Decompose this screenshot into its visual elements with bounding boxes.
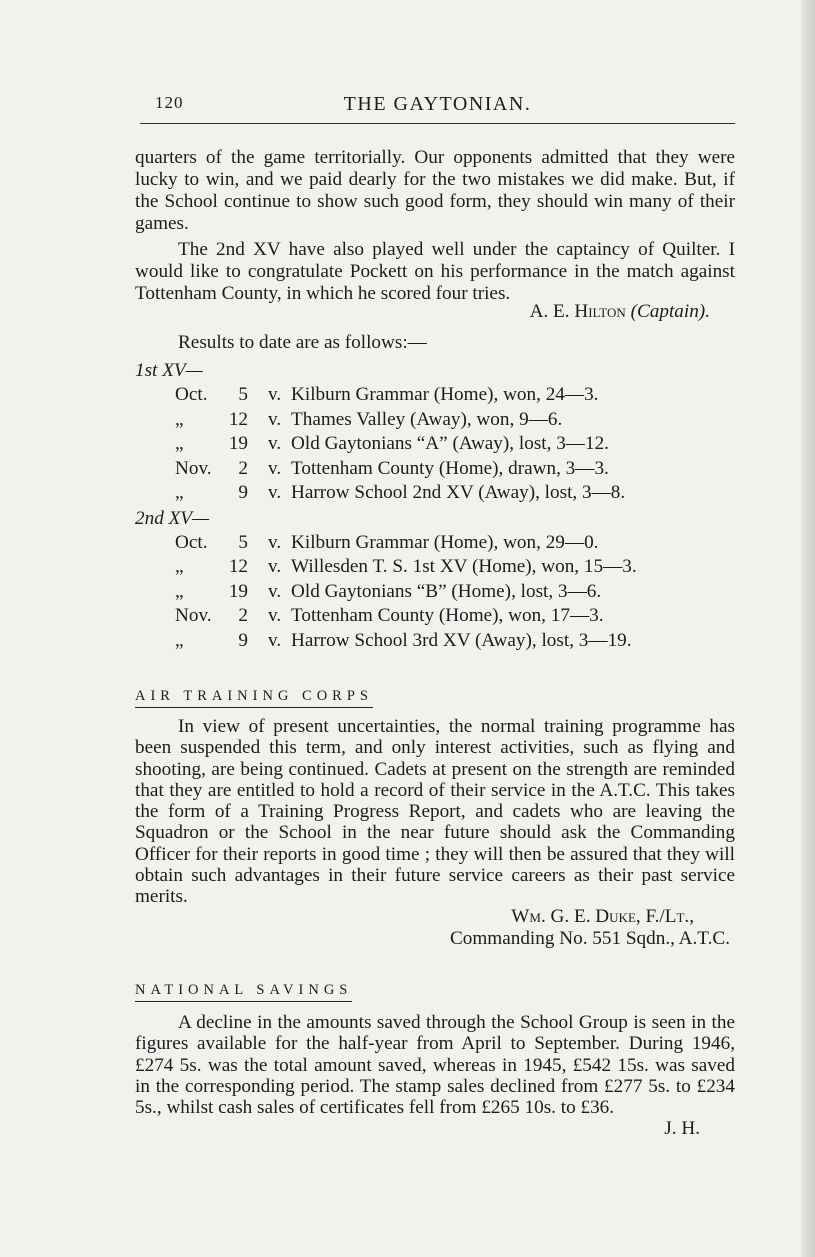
result-day: 9	[238, 629, 248, 651]
result-day: 12	[228, 408, 248, 430]
running-title: THE GAYTONIAN.	[343, 93, 532, 115]
results-intro: Results to date are as follows:—	[178, 332, 427, 353]
header-rule	[140, 123, 735, 124]
result-month: Nov.	[175, 457, 212, 479]
results-section	[135, 332, 735, 653]
result-text: Tottenham County (Home), won, 17—3.	[291, 605, 604, 626]
result-day: 5	[238, 384, 248, 405]
result-text: Kilburn Grammar (Home), won, 24—3.	[291, 384, 599, 405]
atc-signature-line2: Commanding No. 551 Sqdn., A.T.C.	[449, 928, 730, 949]
result-text: Harrow School 3rd XV (Away), lost, 3—19.	[291, 629, 632, 651]
team-label: 1st XV—	[135, 360, 203, 381]
result-month: „	[175, 580, 184, 602]
result-text: Old Gaytonians “A” (Away), lost, 3—12.	[291, 433, 609, 454]
result-month: „	[175, 408, 184, 430]
result-month: „	[175, 629, 184, 651]
result-row	[135, 580, 735, 605]
atc-heading: AIR TRAINING CORPS	[135, 688, 373, 708]
result-day: 5	[238, 531, 248, 553]
result-versus: v.	[268, 580, 282, 602]
savings-report	[135, 1012, 735, 1118]
result-month: Oct.	[175, 531, 208, 553]
result-versus: v.	[268, 433, 282, 454]
savings-heading: NATIONAL SAVINGS	[135, 982, 352, 1002]
rugby-signature-name: A. E. Hilton	[529, 301, 626, 322]
rugby-paragraph-1: quarters of the game territorially. Our opponents admitted that they were lucky to win, and we paid dearly for the two mistakes we did make. But, if the School continue to show such good form, they should win many of their games.	[135, 147, 735, 234]
result-text: Willesden T. S. 1st XV (Home), won, 15—3.	[291, 556, 637, 577]
result-row	[135, 457, 735, 482]
result-row	[135, 604, 735, 629]
result-month: „	[175, 433, 184, 454]
result-versus: v.	[268, 605, 282, 626]
result-text: Thames Valley (Away), won, 9—6.	[291, 408, 563, 430]
atc-signature-name	[135, 906, 730, 928]
result-month: Oct.	[175, 384, 208, 405]
result-day: 19	[228, 580, 248, 602]
result-row	[135, 531, 735, 556]
result-row	[135, 432, 735, 457]
result-row	[135, 629, 735, 654]
result-month: „	[175, 482, 184, 503]
page-edge	[801, 0, 815, 1257]
result-day: 9	[238, 482, 248, 503]
savings-signature: J. H.	[664, 1118, 700, 1139]
atc-signature	[135, 906, 730, 950]
atc-body: In view of present uncertainties, the normal training programme has been suspended this term, and only interest activities, such as flying and shooting, are being continued. Cadets at present on the strength are reminded that they are entitled to hold a record of their service in the A.T.C. This takes the form of a Training Progress Report, and cadets who are leaving the Squadron or the School in the near future should ask the Commanding Officer for their reports in good time ; they will then be assured that they will obtain such advantages in their future service careers as their past service merits.	[135, 716, 735, 908]
rugby-paragraph-2: The 2nd XV have also played well under the captaincy of Quilter. I would like to congratulate Pockett on his performance in the match against Tottenham County, in which he scored four tries.	[135, 239, 735, 304]
result-text: Tottenham County (Home), drawn, 3—3.	[291, 457, 609, 479]
running-header	[140, 93, 735, 123]
atc-signature-text: Wm. G. E. Duke, F./Lt.,	[511, 906, 694, 927]
result-row	[135, 481, 735, 506]
result-row	[135, 555, 735, 580]
result-month: „	[175, 556, 184, 577]
result-versus: v.	[268, 384, 282, 405]
result-versus: v.	[268, 531, 282, 553]
page-number: 120	[155, 93, 184, 112]
atc-report	[135, 716, 735, 908]
result-versus: v.	[268, 408, 282, 430]
rugby-signature-role: (Captain).	[630, 301, 710, 322]
result-day: 2	[238, 457, 248, 479]
rugby-signature	[135, 301, 710, 323]
results-list	[135, 358, 735, 653]
result-text: Kilburn Grammar (Home), won, 29—0.	[291, 531, 599, 553]
result-text: Old Gaytonians “B” (Home), lost, 3—6.	[291, 580, 602, 602]
result-day: 19	[228, 433, 248, 454]
result-versus: v.	[268, 629, 282, 651]
team-label: 2nd XV—	[135, 507, 210, 529]
result-text: Harrow School 2nd XV (Away), lost, 3—8.	[291, 482, 626, 503]
result-day: 12	[228, 556, 248, 577]
result-versus: v.	[268, 556, 282, 577]
result-day: 2	[238, 605, 248, 626]
result-row	[135, 383, 735, 408]
result-row	[135, 408, 735, 433]
rugby-report	[135, 147, 735, 305]
savings-body: A decline in the amounts saved through the School Group is seen in the figures available for the half-year from April to September. During 1946, £274 5s. was the total amount saved, whereas in 1945, £542 15s. was saved in the corresponding period. The stamp sales declined from £277 5s. to £234 5s., whilst cash sales of certificates fell from £265 10s. to £36.	[135, 1012, 735, 1119]
result-versus: v.	[268, 457, 282, 479]
result-versus: v.	[268, 482, 282, 503]
result-month: Nov.	[175, 605, 212, 626]
